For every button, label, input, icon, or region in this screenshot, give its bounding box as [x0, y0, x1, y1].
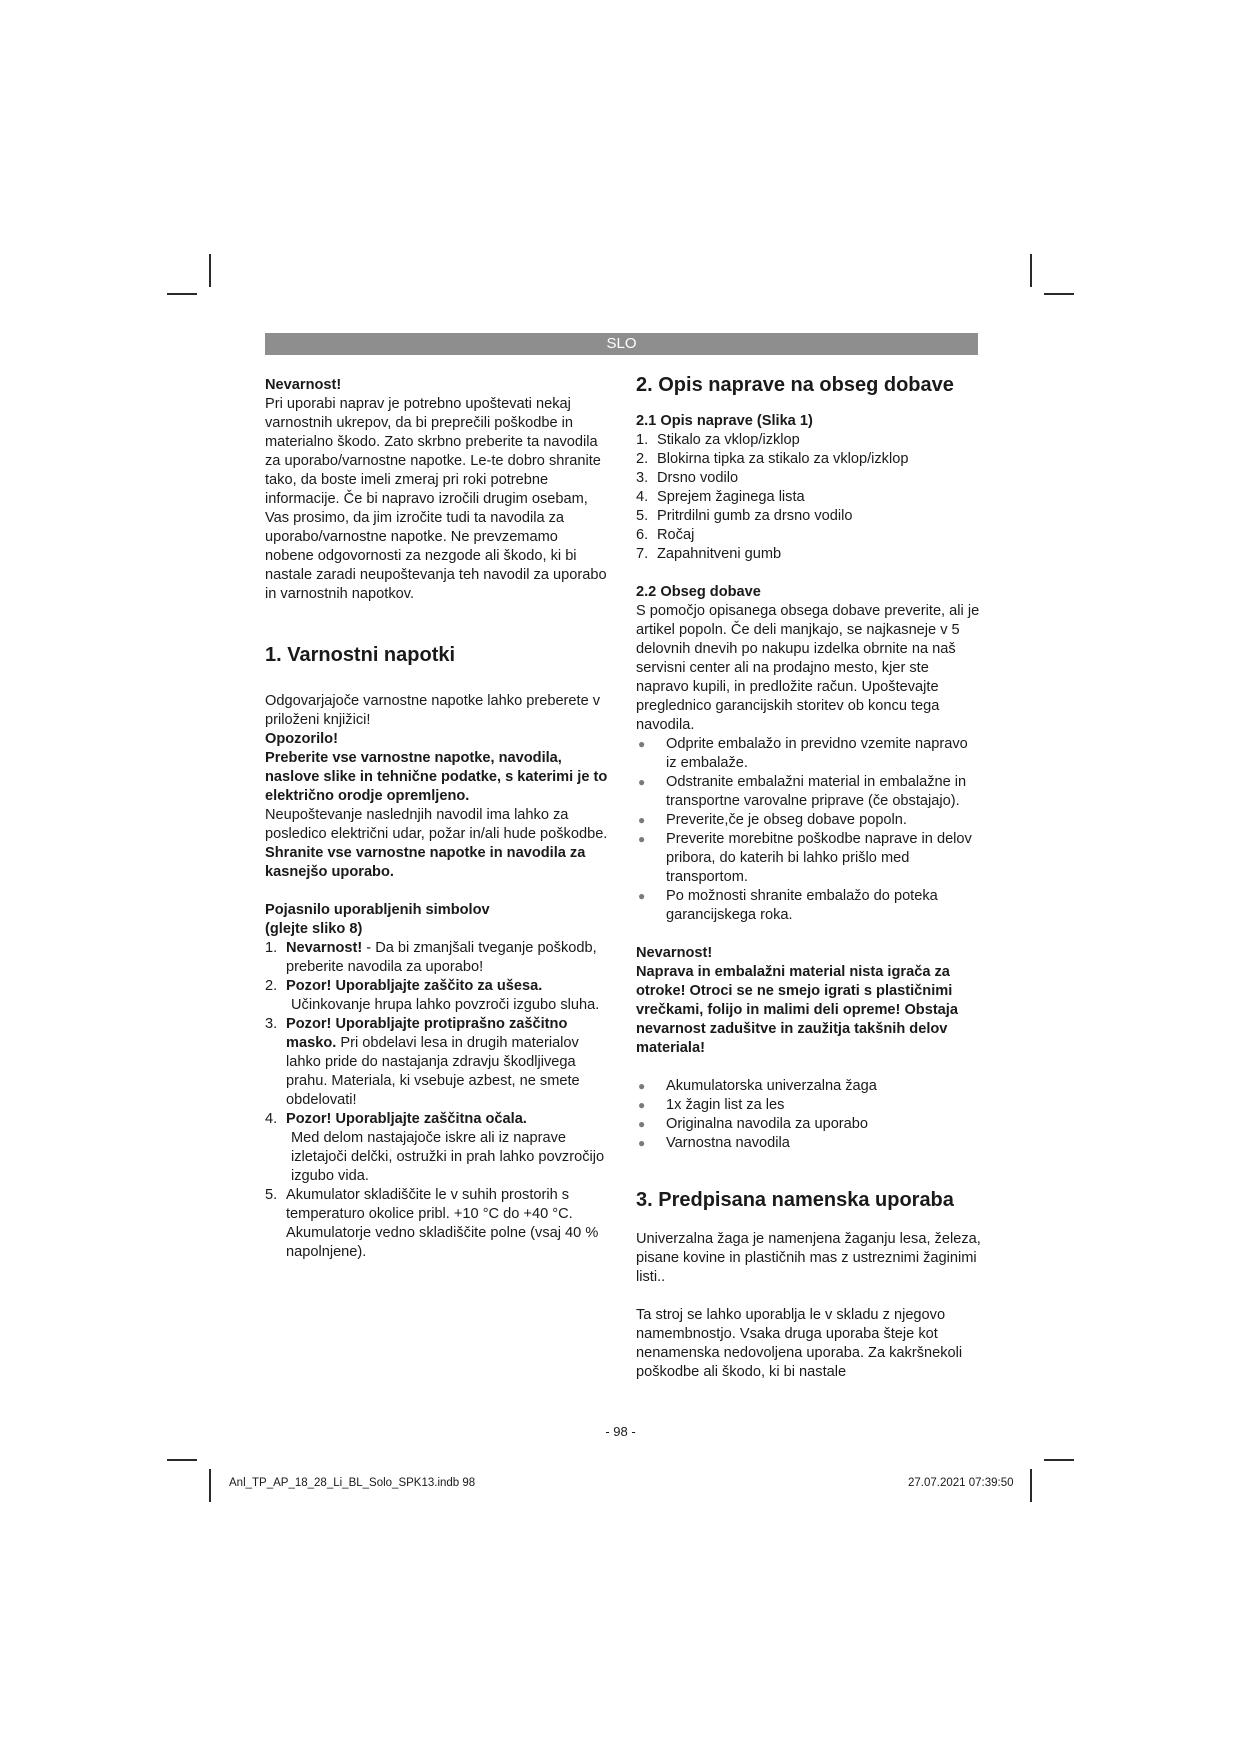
crop-mark-tl-horizontal [167, 293, 197, 295]
symbols-list [265, 939, 610, 1262]
symbol-item [265, 977, 610, 1015]
symbol-number: 2. [265, 978, 278, 994]
section-1-heading: 1. Varnostni napotki [265, 644, 456, 666]
list-item: ● Odprite embalažo in previdno vzemite napravo iz embalaže. [638, 736, 968, 771]
symbol-item [265, 1015, 610, 1110]
right-column [636, 372, 981, 1382]
symbol-text: Med delom nastajajoče iskre ali iz naprave izletajoči delčki, ostružki in prah lahko povzročijo izgubo vida. [291, 1130, 605, 1184]
language-header-bar: SLO [265, 333, 978, 355]
section-2-2-paragraph: S pomočjo opisanega obsega dobave preverite, ali je artikel popoln. Če deli manjkajo, se najkasneje v 5 delovnih dnevih po nakupu izdelka obrnite na naš servisni center ali na prodajno mesto, kjer ste napravo kupili, in predložite račun. Upoštevajte preglednico garancijskih storitev ob koncu tega navodila. [636, 603, 980, 733]
crop-mark-tl-vertical [209, 254, 211, 287]
symbol-bold: Pozor! Uporabljajte protiprašno zaščitno masko. [286, 1016, 568, 1051]
list-item: 1. Stikalo za vklop/izklop [636, 432, 800, 448]
list-item: 7. Zapahnitveni gumb [636, 546, 782, 562]
list-item: ● Preverite morebitne poškodbe naprave in delov pribora, do katerih bi lahko prišlo med transportom. [638, 831, 972, 885]
danger-paragraph: Pri uporabi naprav je potrebno upoštevati nekaj varnostnih ukrepov, da bi preprečili poškodbe in materialno škodo. Zato skrbno preberite ta navodila za uporabo/varnostne napotke. Le-te dobro shranite tako, da boste imeli zmeraj pri roki potrebne informacije. Če bi napravo izročili drugim osebam, Vas prosimo, da jim izročite tudi ta navodila za uporabo/varnostne napotke. Ne prevzemamo nobene odgovornosti za nezgode ali škodo, ki bi nastale zaradi neupoštevanja teh navodil za uporabo in varnostnih napotkov. [265, 396, 607, 602]
list-item: 3. Drsno vodilo [636, 470, 739, 486]
symbol-number: 5. [265, 1187, 278, 1203]
symbol-bold: Pozor! Uporabljajte zaščito za ušesa. [286, 978, 543, 994]
list-item: ● Originalna navodila za uporabo [638, 1116, 869, 1132]
footer-file-name: Anl_TP_AP_18_28_Li_BL_Solo_SPK13.indb 98 [229, 1477, 476, 1489]
keep-instructions-notice: Shranite vse varnostne napotke in navodila za kasnejšo uporabo. [265, 845, 586, 880]
bullet-icon: ● [638, 775, 646, 789]
symbol-item [265, 939, 610, 977]
crop-mark-br-vertical [1030, 1469, 1032, 1502]
left-column [265, 376, 610, 1262]
symbols-subheading: (glejte sliko 8) [265, 921, 363, 937]
danger-2-bold-text: Naprava in embalažni material nista igrača za otroke! Otroci se ne smejo igrati s plastičnimi vrečkami, folijo in malimi deli opreme! Obstaja nevarnost zadušitve in zaužitja takšnih delov materiala! [636, 964, 958, 1056]
danger-2-title: Nevarnost! [636, 945, 713, 961]
bullet-icon: ● [638, 813, 646, 827]
symbols-heading: Pojasnilo uporabljenih simbolov [265, 902, 490, 918]
unpacking-checklist [636, 735, 981, 925]
section-2-2-heading: 2.2 Obseg dobave [636, 584, 761, 600]
symbol-number: 1. [265, 940, 278, 956]
list-item: ● Odstranite embalažni material in embalažne in transportne varovalne priprave (če obstajajo). [638, 774, 967, 809]
bullet-icon: ● [638, 1117, 646, 1131]
page-number: - 98 - [605, 1424, 636, 1439]
symbol-text: - Da bi zmanjšali tveganje poškodb, preberite navodila za uporabo! [286, 940, 597, 975]
crop-mark-tr-vertical [1030, 254, 1032, 287]
crop-mark-br-horizontal [1044, 1459, 1074, 1461]
list-item: 6. Ročaj [636, 527, 695, 543]
bullet-icon: ● [638, 1079, 646, 1093]
warning-title: Opozorilo! [265, 731, 338, 747]
bullet-icon: ● [638, 737, 646, 751]
section-2-heading: 2. Opis naprave na obseg dobave [636, 374, 954, 396]
parts-list [636, 431, 981, 564]
section-3-paragraph-2: Ta stroj se lahko uporablja le v skladu z njegovo namembnostjo. Vsaka druga uporaba šteje kot nenamenska nedovoljena uporaba. Za kakršnekoli poškodbe ali škodo, ki bi nastale [636, 1307, 963, 1380]
crop-mark-bl-horizontal [167, 1459, 197, 1461]
bullet-icon: ● [638, 1098, 646, 1112]
crop-mark-bl-vertical [209, 1469, 211, 1502]
danger-title: Nevarnost! [265, 377, 342, 393]
list-item: 5. Pritrdilni gumb za drsno vodilo [636, 508, 853, 524]
list-item: ● Preverite,če je obseg dobave popoln. [638, 812, 907, 828]
footer-datetime: 27.07.2021 07:39:50 [908, 1477, 1014, 1489]
symbol-item [265, 1186, 610, 1262]
crop-mark-tr-horizontal [1044, 293, 1074, 295]
symbol-text: Akumulator skladiščite le v suhih prostorih s temperaturo okolice pribl. +10 °C do +40 °C. Akumulatorje vedno skladiščite polne (vsaj 40 % napolnjene). [286, 1187, 599, 1260]
warning-text: Neupoštevanje naslednjih navodil ima lahko za posledico električni udar, požar in/ali hude poškodbe. [265, 807, 608, 842]
section-1-intro: Odgovarjajoče varnostne napotke lahko preberete v priloženi knjižici! [265, 693, 601, 728]
section-3-heading: 3. Predpisana namenska uporaba [636, 1189, 954, 1211]
list-item: ● 1x žagin list za les [638, 1097, 785, 1113]
list-item: ● Akumulatorska univerzalna žaga [638, 1078, 877, 1094]
delivery-contents-list [636, 1077, 981, 1153]
list-item: ● Varnostna navodila [638, 1135, 790, 1151]
symbol-bold: Nevarnost! [286, 940, 363, 956]
list-item: 2. Blokirna tipka za stikalo za vklop/izklop [636, 451, 909, 467]
symbol-bold: Pozor! Uporabljajte zaščitna očala. [286, 1111, 527, 1127]
symbol-number: 4. [265, 1111, 278, 1127]
list-item: 4. Sprejem žaginega lista [636, 489, 805, 505]
symbol-text: Pri obdelavi lesa in drugih materialov lahko pride do nastajanja zdravju škodljivega prahu. Materiala, ki vsebuje azbest, ne smete obdelovati! [286, 1035, 580, 1108]
symbol-item [265, 1110, 610, 1186]
section-2-1-heading: 2.1 Opis naprave (Slika 1) [636, 413, 813, 429]
bullet-icon: ● [638, 832, 646, 846]
symbol-text: Učinkovanje hrupa lahko povzroči izgubo sluha. [291, 997, 600, 1013]
symbol-number: 3. [265, 1016, 278, 1032]
list-item: ● Po možnosti shranite embalažo do poteka garancijskega roka. [638, 888, 938, 923]
bullet-icon: ● [638, 889, 646, 903]
section-3-paragraph-1: Univerzalna žaga je namenjena žaganju lesa, železa, pisane kovine in plastičnih mas z ustreznimi žaginimi listi.. [636, 1231, 981, 1285]
bullet-icon: ● [638, 1136, 646, 1150]
warning-bold-text: Preberite vse varnostne napotke, navodila, naslove slike in tehnične podatke, s katerimi je to električno orodje opremljeno. [265, 750, 608, 804]
